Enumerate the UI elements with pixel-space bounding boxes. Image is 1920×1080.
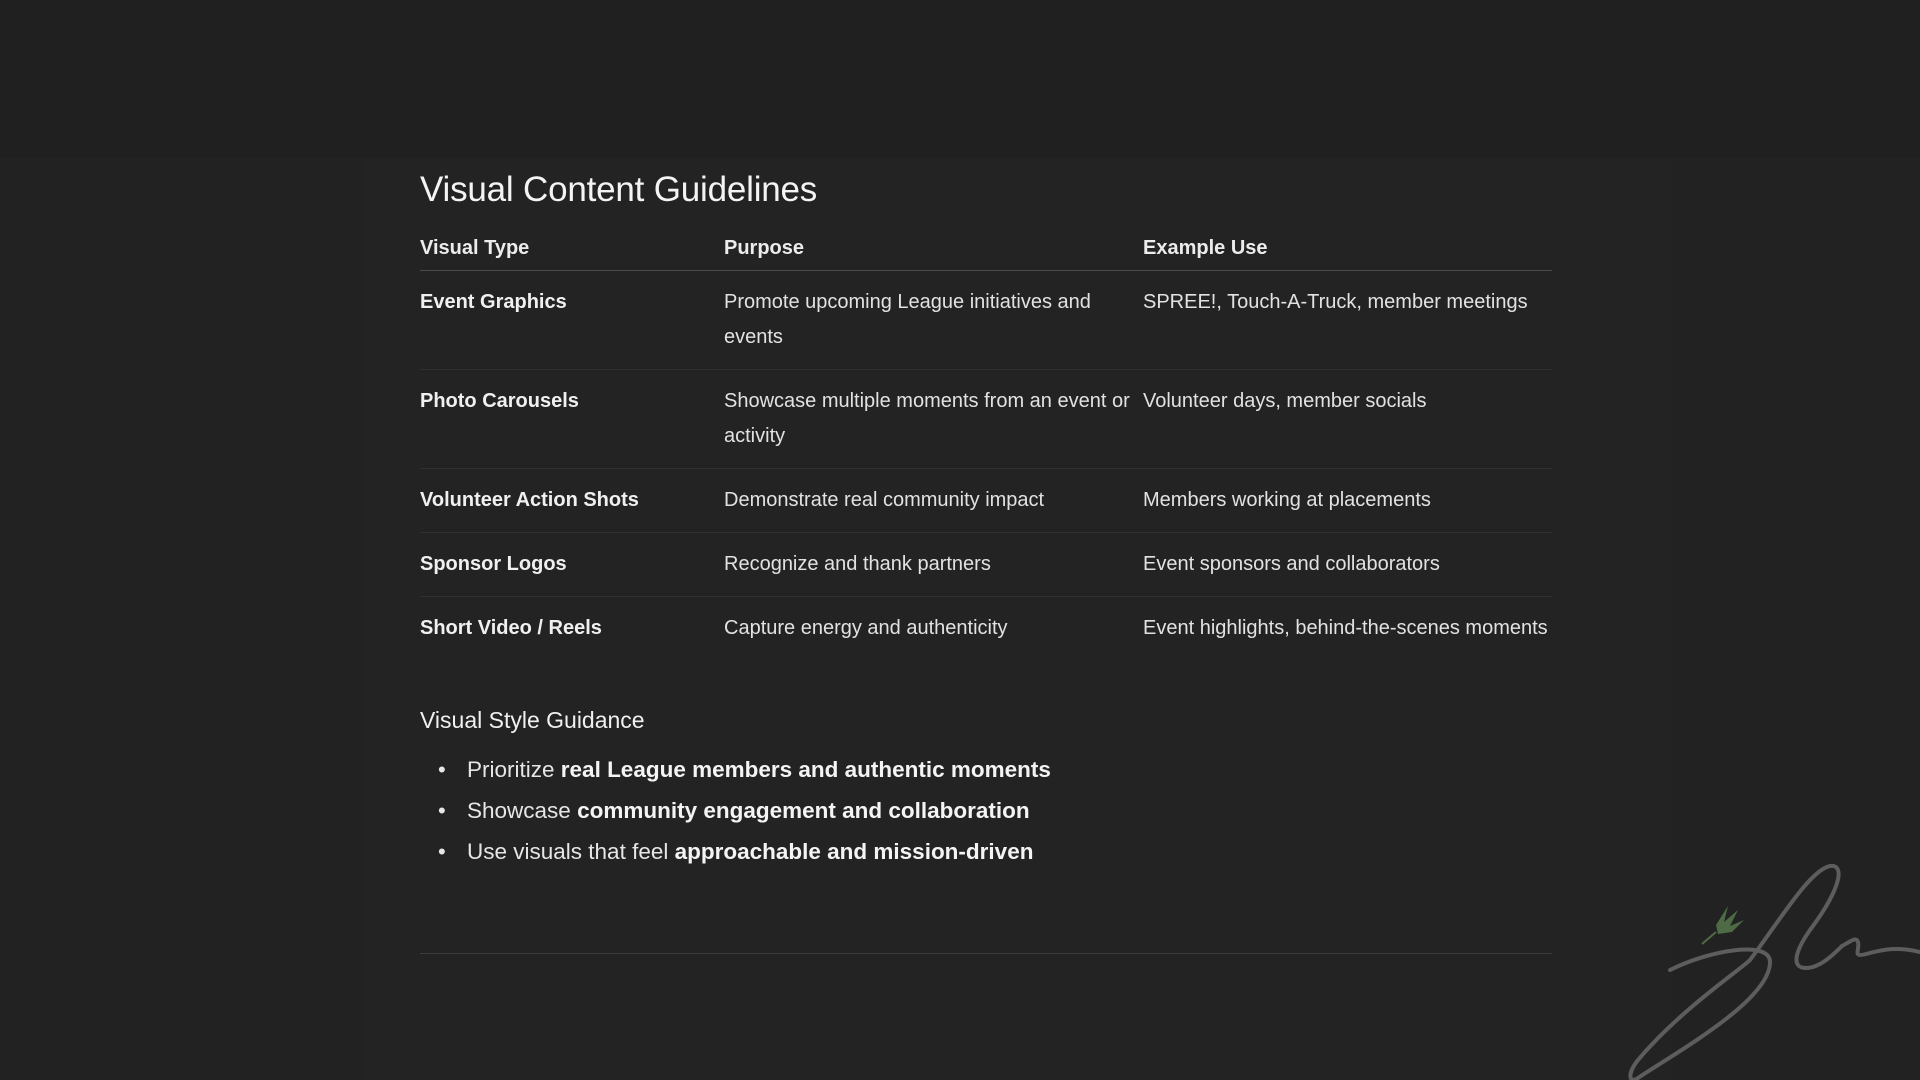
cell-visual-type: Event Graphics	[420, 270, 724, 369]
guidance-text: Prioritize	[467, 756, 561, 782]
cell-example-use: Event highlights, behind-the-scenes moments	[1143, 616, 1548, 639]
list-item	[420, 831, 1552, 872]
table-row	[420, 532, 1552, 596]
cell-purpose: Promote upcoming League initiatives and events	[724, 270, 1143, 369]
bullet-icon: •	[438, 797, 446, 823]
cell-visual-type: Photo Carousels	[420, 369, 724, 468]
list-item	[420, 790, 1552, 831]
divider	[420, 953, 1552, 954]
cell-purpose: Recognize and thank partners	[724, 532, 1143, 596]
guidance-heading: Visual Style Guidance	[420, 706, 645, 733]
table-row	[420, 596, 1552, 660]
bullet-icon: •	[438, 838, 446, 864]
slide-content	[420, 168, 1552, 872]
cell-purpose: Capture energy and authenticity	[724, 616, 1008, 639]
guidance-emphasis: real League members and authentic moments	[560, 756, 1051, 782]
jlr-signature-logo-icon	[1620, 850, 1920, 1080]
table-row	[420, 270, 1552, 369]
guidance-list	[420, 749, 1552, 872]
top-band	[0, 0, 1920, 158]
cell-example-use: Members working at placements	[1143, 468, 1552, 532]
guidance-emphasis: approachable and mission-driven	[674, 838, 1034, 864]
cell-example-use: SPREE!, Touch-A-Truck, member meetings	[1143, 270, 1552, 369]
guidance-emphasis: community engagement and collaboration	[577, 797, 1030, 823]
guidance-text: Use visuals that feel	[467, 838, 675, 864]
cell-visual-type: Short Video / Reels	[420, 616, 602, 639]
column-header-visual-type: Visual Type	[420, 223, 724, 270]
table-row	[420, 468, 1552, 532]
leaf-icon	[1702, 906, 1744, 944]
guidelines-table	[420, 223, 1552, 660]
page-title: Visual Content Guidelines	[420, 170, 818, 209]
cell-visual-type: Volunteer Action Shots	[420, 468, 724, 532]
cell-purpose: Showcase multiple moments from an event or activity	[724, 369, 1143, 468]
list-item	[420, 749, 1552, 790]
column-header-purpose: Purpose	[724, 223, 1143, 270]
cell-example-use: Event sponsors and collaborators	[1143, 532, 1552, 596]
cell-example-use: Volunteer days, member socials	[1143, 369, 1552, 468]
guidance-text: Showcase	[467, 797, 578, 823]
bullet-icon: •	[438, 756, 446, 782]
table-header-row	[420, 223, 1552, 270]
cell-purpose: Demonstrate real community impact	[724, 468, 1143, 532]
cell-visual-type: Sponsor Logos	[420, 532, 724, 596]
table-row	[420, 369, 1552, 468]
column-header-example-use: Example Use	[1143, 223, 1552, 270]
